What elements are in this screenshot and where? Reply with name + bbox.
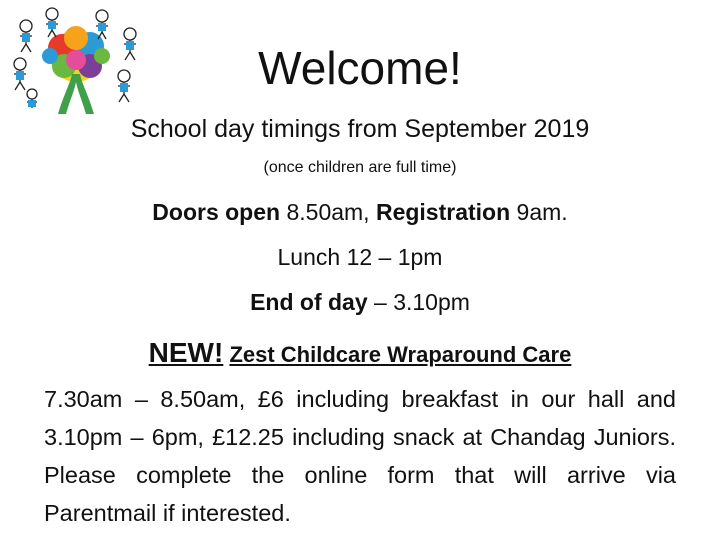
timings-heading: School day timings from September 2019 [130, 115, 590, 143]
new-badge: NEW! [148, 337, 224, 368]
end-of-day-time: – 3.10pm [367, 289, 470, 315]
timings-note: (once children are full time) [263, 159, 457, 176]
page-title: Welcome! [258, 42, 462, 94]
registration-label: Registration [375, 199, 511, 225]
wraparound-title: Zest Childcare Wraparound Care [229, 342, 572, 367]
end-of-day-label: End of day [250, 289, 368, 315]
end-of-day-line [0, 286, 720, 318]
doors-open-label: Doors open [152, 199, 281, 225]
doors-registration-line [0, 196, 720, 228]
wraparound-details: 7.30am – 8.50am, £6 including breakfast in our hall and 3.10pm – 6pm, £12.25 including snack at Chandag Juniors. Please complete the online form that will arrive via Parentmail if interested. [44, 386, 676, 526]
lunch-line: Lunch 12 – 1pm [277, 244, 443, 270]
wraparound-heading [0, 334, 720, 374]
doors-open-time: 8.50am, [280, 199, 376, 225]
registration-time: 9am. [510, 199, 568, 225]
